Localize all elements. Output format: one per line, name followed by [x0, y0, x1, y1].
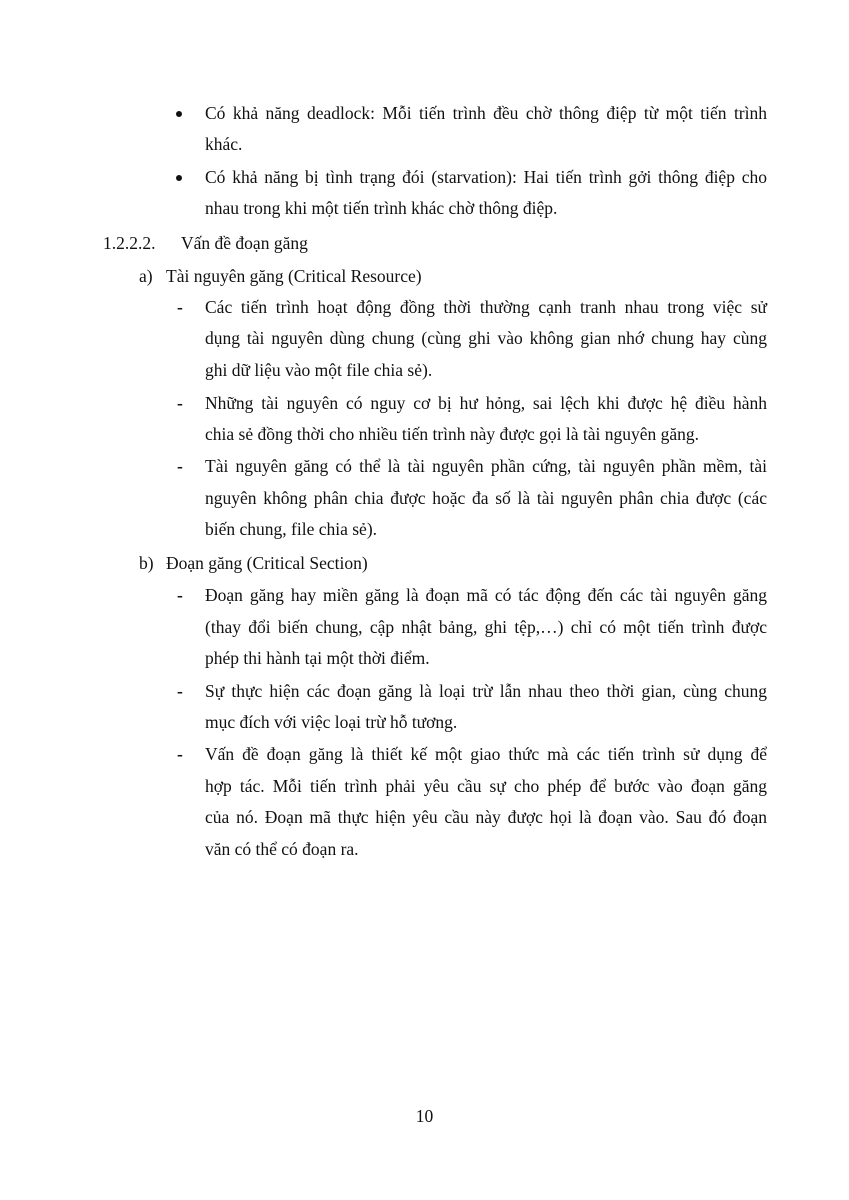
dash-icon: - — [177, 585, 183, 605]
item-text-line: văn có thể có đoạn ra. — [205, 839, 359, 859]
dash-icon: - — [177, 456, 183, 476]
item-text-line: Đoạn găng hay miền găng là đoạn mã có tác động đến các tài nguyên găng — [205, 585, 767, 605]
item-text-line: Vấn đề đoạn găng là thiết kế một giao thức mà các tiến trình sử dụng để — [205, 744, 767, 764]
dash-icon: - — [177, 297, 183, 317]
bullet-icon — [176, 104, 204, 125]
bullet-text-line: nhau trong khi một tiến trình khác chờ thông điệp. — [205, 198, 558, 218]
dash-icon: - — [177, 681, 183, 701]
item-text-line: Những tài nguyên có nguy cơ bị hư hỏng, sai lệch khi được hệ điều hành — [205, 393, 767, 413]
dash-icon: - — [177, 393, 183, 413]
item-text-line: phép thi hành tại một thời điểm. — [205, 648, 430, 668]
page-number: 10 — [415, 1106, 434, 1126]
subsection-marker: b) — [139, 553, 154, 573]
heading-number: 1.2.2.2. — [103, 233, 156, 253]
item-text-line: của nó. Đoạn mã thực hiện yêu cầu này được họi là đoạn vào. Sau đó đoạn — [205, 807, 767, 827]
subsection-title: Đoạn găng (Critical Section) — [166, 553, 368, 573]
bullet-text-line: Có khả năng bị tình trạng đói (starvation): Hai tiến trình gởi thông điệp cho — [205, 167, 767, 187]
bullet-text-line: khác. — [205, 134, 243, 154]
subsection-title: Tài nguyên găng (Critical Resource) — [166, 266, 422, 286]
item-text-line: (thay đổi biến chung, cập nhật bảng, ghi tệp,…) chỉ có một tiến trình được — [205, 617, 767, 637]
item-text-line: Các tiến trình hoạt động đồng thời thường cạnh tranh nhau trong việc sử — [205, 297, 767, 317]
item-text-line: mục đích với việc loại trừ hỗ tương. — [205, 712, 458, 732]
item-text-line: ghi dữ liệu vào một file chia sẻ). — [205, 360, 433, 380]
item-text-line: Tài nguyên găng có thể là tài nguyên phần cứng, tài nguyên phần mềm, tài — [205, 456, 767, 476]
item-text-line: Sự thực hiện các đoạn găng là loại trừ lẫn nhau theo thời gian, cùng chung — [205, 681, 767, 701]
bullet-text-line: Có khả năng deadlock: Mỗi tiến trình đều chờ thông điệp từ một tiến trình — [205, 103, 767, 123]
item-text-line: nguyên không phân chia được hoặc đa số là tài nguyên phân chia được (các — [205, 488, 767, 508]
item-text-line: biến chung, file chia sẻ). — [205, 519, 378, 539]
bullet-icon — [176, 168, 204, 189]
item-text-line: chia sẻ đồng thời cho nhiều tiến trình này được gọi là tài nguyên găng. — [205, 424, 700, 444]
dash-icon: - — [177, 744, 183, 764]
subsection-marker: a) — [139, 266, 153, 286]
heading-title: Vấn đề đoạn găng — [181, 233, 308, 253]
item-text-line: dụng tài nguyên dùng chung (cùng ghi vào không gian nhớ chung hay cùng — [205, 328, 767, 348]
item-text-line: hợp tác. Mỗi tiến trình phải yêu cầu sự cho phép để bước vào đoạn găng — [205, 776, 767, 796]
